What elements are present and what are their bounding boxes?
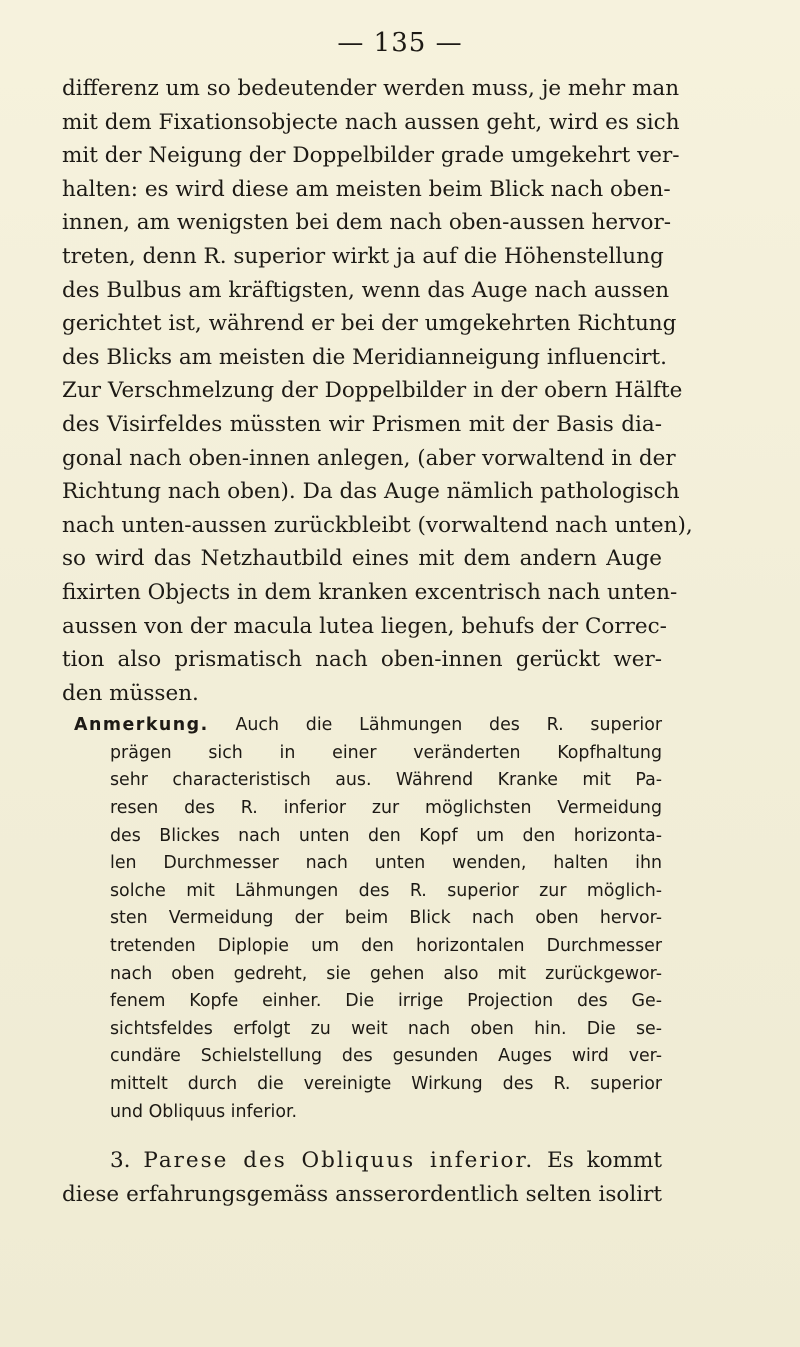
page-number: — 135 — <box>337 28 463 58</box>
note-line: sichtsfeldes erfolgt zu weit nach oben hin. Die se- <box>110 1018 662 1039</box>
paragraph-line: Zur Verschmelzung der Doppelbilder in der obern Hälfte <box>62 378 683 404</box>
paragraph-line: so wird das Netzhautbild eines mit dem andern Auge <box>62 546 662 572</box>
paragraph-line: den müssen. <box>62 680 199 706</box>
note-line: sehr characteristisch aus. Während Kranke mit Pa- <box>110 770 662 791</box>
note-line: und Obliquus inferior. <box>110 1101 298 1122</box>
section-line: diese erfahrungsgemäss ansserordentlich selten isolirt <box>62 1181 662 1207</box>
paragraph-line: differenz um so bedeutender werden muss, je mehr man <box>62 76 680 101</box>
paragraph-line: gerichtet ist, während er bei der umgekehrten Richtung <box>62 311 677 337</box>
main-paragraph <box>62 72 693 710</box>
paragraph-line: halten: es wird diese am meisten beim Blick nach oben- <box>62 176 671 202</box>
note-line <box>62 712 662 740</box>
note-first-line-text: Auch die Lähmungen des R. superior <box>235 715 662 736</box>
paragraph-line: innen, am wenigsten bei dem nach oben-aussen hervor- <box>62 210 671 236</box>
paragraph-line: mit dem Fixationsobjecte nach aussen geht, wird es sich <box>62 109 680 135</box>
paragraph-line: gonal nach oben-innen anlegen, (aber vorwaltend in der <box>62 445 676 471</box>
note-line: nach oben gedreht, sie gehen also mit zurückgewor- <box>110 963 662 984</box>
note-line: des Blickes nach unten den Kopf um den horizonta- <box>110 825 662 846</box>
paragraph-line: aussen von der macula lutea liegen, behufs der Correc- <box>62 613 667 639</box>
paragraph-line: treten, denn R. superior wirkt ja auf die Höhenstellung <box>62 243 664 269</box>
note-line: tretenden Diplopie um den horizontalen Durchmesser <box>110 936 662 957</box>
note-line: mittelt durch die vereinigte Wirkung des R. superior <box>110 1074 662 1094</box>
note-line: solche mit Lähmungen des R. superior zur möglich- <box>110 880 662 901</box>
section-first-line-text: Es kommt <box>547 1148 662 1174</box>
paragraph-line: des Visirfeldes müssten wir Prismen mit der Basis dia- <box>62 411 662 437</box>
note-line: prägen sich in einer veränderten Kopfhaltung <box>110 742 662 763</box>
paragraph-line: mit der Neigung der Doppelbilder grade umgekehrt ver- <box>62 143 680 169</box>
paragraph-line: Richtung nach oben). Da das Auge nämlich pathologisch <box>62 479 680 505</box>
note-line: len Durchmesser nach unten wenden, halten ihn <box>110 853 662 874</box>
section-3 <box>62 1144 662 1211</box>
section-number: 3. <box>110 1148 131 1174</box>
paragraph-line: des Blicks am meisten die Meridianneigung influencirt. <box>62 344 667 370</box>
note-line: fenem Kopfe einher. Die irrige Projection des Ge- <box>110 991 662 1012</box>
paragraph-line: fixirten Objects in dem kranken excentrisch nach unten- <box>62 579 678 605</box>
section-heading: Parese des Obliquus inferior. <box>143 1148 535 1174</box>
section-line <box>62 1144 662 1178</box>
paragraph-line: nach unten-aussen zurückbleibt (vorwaltend nach unten), <box>62 512 693 538</box>
page-body <box>62 72 693 1211</box>
remark-note <box>62 712 662 1126</box>
paragraph-line: des Bulbus am kräftigsten, wenn das Auge nach aussen <box>62 277 670 303</box>
paragraph-line: tion also prismatisch nach oben-innen gerückt wer- <box>62 647 662 673</box>
note-line: cundäre Schielstellung des gesunden Auges wird ver- <box>110 1046 662 1067</box>
note-line: resen des R. inferior zur möglichsten Vermeidung <box>110 798 662 819</box>
note-heading: Anmerkung. <box>74 715 209 736</box>
note-line: sten Vermeidung der beim Blick nach oben hervor- <box>110 908 662 929</box>
